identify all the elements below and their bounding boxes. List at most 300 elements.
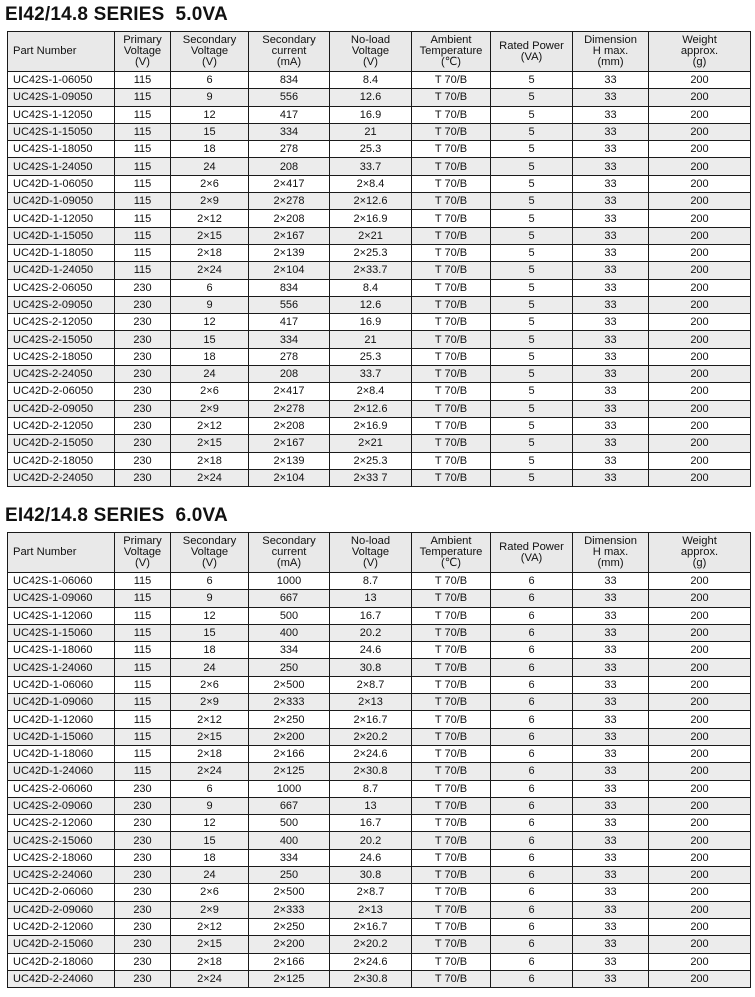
- cell-secondary-current: 500: [249, 815, 330, 832]
- table-row: [8, 141, 751, 158]
- cell-rated-power: 5: [491, 158, 573, 175]
- cell-secondary-voltage: 18: [171, 849, 249, 866]
- cell-rated-power: 5: [491, 227, 573, 244]
- spec-table: [7, 31, 751, 487]
- cell-primary-voltage: 230: [115, 918, 171, 935]
- cell-secondary-current: 417: [249, 314, 330, 331]
- cell-ambient-temperature: T 70/B: [412, 141, 491, 158]
- cell-rated-power: 5: [491, 417, 573, 434]
- cell-no-load-voltage: 13: [330, 590, 412, 607]
- cell-weight-approx: 200: [649, 89, 751, 106]
- cell-secondary-current: 1000: [249, 780, 330, 797]
- cell-no-load-voltage: 21: [330, 331, 412, 348]
- cell-part-number: UC42D-2-24050: [8, 469, 115, 486]
- cell-no-load-voltage: 2×16.9: [330, 210, 412, 227]
- cell-rated-power: 5: [491, 262, 573, 279]
- cell-dimension-h-max: 33: [573, 763, 649, 780]
- cell-part-number: UC42S-2-15050: [8, 331, 115, 348]
- cell-primary-voltage: 115: [115, 642, 171, 659]
- table-row: [8, 210, 751, 227]
- cell-dimension-h-max: 33: [573, 642, 649, 659]
- cell-weight-approx: 200: [649, 158, 751, 175]
- cell-weight-approx: 200: [649, 452, 751, 469]
- cell-part-number: UC42S-2-15060: [8, 832, 115, 849]
- table-row: [8, 106, 751, 123]
- cell-part-number: UC42D-2-12050: [8, 417, 115, 434]
- cell-secondary-current: 667: [249, 590, 330, 607]
- cell-rated-power: 6: [491, 745, 573, 762]
- cell-part-number: UC42D-2-24060: [8, 970, 115, 987]
- cell-part-number: UC42S-2-06050: [8, 279, 115, 296]
- column-header-primary-voltage: [115, 32, 171, 72]
- cell-primary-voltage: 230: [115, 884, 171, 901]
- series-title: EI42/14.8 SERIES 6.0VA: [5, 505, 228, 526]
- cell-part-number: UC42D-2-06060: [8, 884, 115, 901]
- cell-rated-power: 6: [491, 573, 573, 590]
- cell-part-number: UC42S-1-18050: [8, 141, 115, 158]
- cell-secondary-current: 2×139: [249, 452, 330, 469]
- cell-primary-voltage: 230: [115, 867, 171, 884]
- table-row: [8, 158, 751, 175]
- cell-secondary-current: 334: [249, 123, 330, 140]
- cell-secondary-current: 2×200: [249, 936, 330, 953]
- cell-secondary-voltage: 2×9: [171, 694, 249, 711]
- header-line: No-load: [350, 34, 391, 46]
- table-row: [8, 296, 751, 313]
- cell-secondary-current: 2×278: [249, 400, 330, 417]
- cell-ambient-temperature: T 70/B: [412, 348, 491, 365]
- cell-secondary-voltage: 2×15: [171, 435, 249, 452]
- cell-secondary-current: 278: [249, 348, 330, 365]
- cell-part-number: UC42S-1-09060: [8, 590, 115, 607]
- header-line: Secondary: [182, 34, 237, 46]
- cell-weight-approx: 200: [649, 417, 751, 434]
- table-row: [8, 970, 751, 987]
- cell-secondary-current: 250: [249, 659, 330, 676]
- cell-secondary-voltage: 2×15: [171, 227, 249, 244]
- cell-rated-power: 6: [491, 867, 573, 884]
- cell-dimension-h-max: 33: [573, 331, 649, 348]
- header-line: H max.: [592, 546, 629, 558]
- cell-no-load-voltage: 13: [330, 797, 412, 814]
- column-header-secondary-current: [249, 533, 330, 573]
- cell-primary-voltage: 115: [115, 763, 171, 780]
- cell-secondary-voltage: 24: [171, 366, 249, 383]
- cell-no-load-voltage: 24.6: [330, 642, 412, 659]
- cell-primary-voltage: 115: [115, 711, 171, 728]
- cell-no-load-voltage: 2×16.7: [330, 711, 412, 728]
- cell-ambient-temperature: T 70/B: [412, 573, 491, 590]
- cell-ambient-temperature: T 70/B: [412, 175, 491, 192]
- table-row: [8, 348, 751, 365]
- cell-weight-approx: 200: [649, 953, 751, 970]
- column-header-ambient-temperature: [412, 32, 491, 72]
- cell-dimension-h-max: 33: [573, 193, 649, 210]
- cell-secondary-current: 208: [249, 366, 330, 383]
- cell-no-load-voltage: 2×30.8: [330, 763, 412, 780]
- cell-ambient-temperature: T 70/B: [412, 366, 491, 383]
- cell-secondary-current: 278: [249, 141, 330, 158]
- cell-dimension-h-max: 33: [573, 745, 649, 762]
- cell-ambient-temperature: T 70/B: [412, 642, 491, 659]
- cell-no-load-voltage: 2×20.2: [330, 728, 412, 745]
- cell-secondary-current: 2×208: [249, 210, 330, 227]
- header-line: Rated Power: [499, 540, 564, 553]
- cell-no-load-voltage: 20.2: [330, 832, 412, 849]
- cell-primary-voltage: 230: [115, 452, 171, 469]
- cell-primary-voltage: 115: [115, 607, 171, 624]
- cell-primary-voltage: 115: [115, 694, 171, 711]
- cell-primary-voltage: 230: [115, 970, 171, 987]
- cell-rated-power: 5: [491, 72, 573, 89]
- table-row: [8, 573, 751, 590]
- cell-secondary-current: 2×166: [249, 745, 330, 762]
- cell-part-number: UC42D-2-18060: [8, 953, 115, 970]
- cell-no-load-voltage: 12.6: [330, 89, 412, 106]
- series-section-5va: [0, 0, 755, 487]
- cell-rated-power: 6: [491, 797, 573, 814]
- table-row: [8, 763, 751, 780]
- cell-weight-approx: 200: [649, 400, 751, 417]
- cell-secondary-voltage: 24: [171, 659, 249, 676]
- cell-rated-power: 6: [491, 676, 573, 693]
- cell-ambient-temperature: T 70/B: [412, 158, 491, 175]
- cell-weight-approx: 200: [649, 884, 751, 901]
- cell-primary-voltage: 230: [115, 832, 171, 849]
- cell-dimension-h-max: 33: [573, 435, 649, 452]
- cell-secondary-current: 334: [249, 331, 330, 348]
- cell-ambient-temperature: T 70/B: [412, 694, 491, 711]
- cell-ambient-temperature: T 70/B: [412, 314, 491, 331]
- cell-secondary-current: 2×250: [249, 918, 330, 935]
- header-line: No-load: [350, 535, 391, 547]
- cell-dimension-h-max: 33: [573, 607, 649, 624]
- header-line: approx.: [680, 45, 719, 57]
- cell-secondary-voltage: 6: [171, 780, 249, 797]
- cell-rated-power: 5: [491, 106, 573, 123]
- cell-rated-power: 5: [491, 175, 573, 192]
- cell-secondary-voltage: 15: [171, 331, 249, 348]
- cell-secondary-current: 334: [249, 642, 330, 659]
- cell-part-number: UC42S-1-12060: [8, 607, 115, 624]
- cell-primary-voltage: 115: [115, 590, 171, 607]
- cell-part-number: UC42S-1-12050: [8, 106, 115, 123]
- table-row: [8, 314, 751, 331]
- cell-secondary-voltage: 2×24: [171, 469, 249, 486]
- cell-rated-power: 6: [491, 624, 573, 641]
- cell-weight-approx: 200: [649, 659, 751, 676]
- table-row: [8, 849, 751, 866]
- cell-ambient-temperature: T 70/B: [412, 72, 491, 89]
- header-row: [8, 32, 751, 72]
- cell-ambient-temperature: T 70/B: [412, 106, 491, 123]
- cell-dimension-h-max: 33: [573, 867, 649, 884]
- header-line: (g): [692, 557, 707, 569]
- header-line: (VA): [520, 50, 543, 63]
- table-row: [8, 383, 751, 400]
- cell-primary-voltage: 230: [115, 469, 171, 486]
- cell-dimension-h-max: 33: [573, 469, 649, 486]
- table-row: [8, 244, 751, 261]
- cell-rated-power: 6: [491, 780, 573, 797]
- cell-weight-approx: 200: [649, 106, 751, 123]
- cell-dimension-h-max: 33: [573, 89, 649, 106]
- cell-rated-power: 5: [491, 435, 573, 452]
- cell-no-load-voltage: 2×16.7: [330, 918, 412, 935]
- cell-part-number: UC42D-1-09060: [8, 694, 115, 711]
- cell-secondary-current: 1000: [249, 573, 330, 590]
- cell-no-load-voltage: 16.9: [330, 106, 412, 123]
- cell-weight-approx: 200: [649, 141, 751, 158]
- series-title: EI42/14.8 SERIES 5.0VA: [5, 4, 228, 25]
- cell-secondary-voltage: 2×24: [171, 763, 249, 780]
- cell-ambient-temperature: T 70/B: [412, 936, 491, 953]
- cell-part-number: UC42D-1-06050: [8, 175, 115, 192]
- table-row: [8, 780, 751, 797]
- header-line: (℃): [440, 557, 461, 569]
- cell-primary-voltage: 230: [115, 901, 171, 918]
- cell-rated-power: 5: [491, 469, 573, 486]
- cell-dimension-h-max: 33: [573, 590, 649, 607]
- table-row: [8, 832, 751, 849]
- header-line: Voltage: [190, 546, 229, 558]
- table-row: [8, 624, 751, 641]
- table-row: [8, 331, 751, 348]
- cell-secondary-current: 556: [249, 89, 330, 106]
- cell-part-number: UC42S-1-15060: [8, 624, 115, 641]
- cell-primary-voltage: 230: [115, 296, 171, 313]
- cell-secondary-voltage: 12: [171, 314, 249, 331]
- cell-secondary-voltage: 2×12: [171, 711, 249, 728]
- table-row: [8, 400, 751, 417]
- cell-secondary-current: 2×500: [249, 884, 330, 901]
- cell-no-load-voltage: 2×25.3: [330, 452, 412, 469]
- column-header-part-number: [8, 32, 115, 72]
- cell-part-number: UC42D-2-06050: [8, 383, 115, 400]
- cell-ambient-temperature: T 70/B: [412, 262, 491, 279]
- cell-part-number: UC42S-2-24050: [8, 366, 115, 383]
- cell-secondary-current: 208: [249, 158, 330, 175]
- cell-secondary-voltage: 6: [171, 279, 249, 296]
- cell-ambient-temperature: T 70/B: [412, 452, 491, 469]
- header-line: Voltage: [123, 546, 162, 558]
- cell-primary-voltage: 230: [115, 348, 171, 365]
- header-line: Primary: [123, 34, 162, 46]
- cell-part-number: UC42D-1-24050: [8, 262, 115, 279]
- cell-weight-approx: 200: [649, 72, 751, 89]
- header-line: (mm): [597, 56, 624, 68]
- table-row: [8, 711, 751, 728]
- cell-ambient-temperature: T 70/B: [412, 331, 491, 348]
- cell-weight-approx: 200: [649, 815, 751, 832]
- header-line: Secondary: [262, 535, 316, 547]
- cell-weight-approx: 200: [649, 832, 751, 849]
- cell-primary-voltage: 115: [115, 659, 171, 676]
- cell-weight-approx: 200: [649, 314, 751, 331]
- cell-dimension-h-max: 33: [573, 262, 649, 279]
- header-line: Weight: [682, 535, 717, 547]
- cell-no-load-voltage: 25.3: [330, 141, 412, 158]
- cell-rated-power: 6: [491, 711, 573, 728]
- cell-weight-approx: 200: [649, 694, 751, 711]
- cell-secondary-current: 2×125: [249, 970, 330, 987]
- cell-dimension-h-max: 33: [573, 296, 649, 313]
- cell-part-number: UC42D-1-24060: [8, 763, 115, 780]
- cell-dimension-h-max: 33: [573, 711, 649, 728]
- cell-weight-approx: 200: [649, 348, 751, 365]
- cell-primary-voltage: 115: [115, 193, 171, 210]
- cell-secondary-current: 250: [249, 867, 330, 884]
- cell-weight-approx: 200: [649, 711, 751, 728]
- cell-part-number: UC42D-2-18050: [8, 452, 115, 469]
- cell-part-number: UC42S-2-18050: [8, 348, 115, 365]
- cell-primary-voltage: 230: [115, 953, 171, 970]
- table-row: [8, 193, 751, 210]
- cell-rated-power: 5: [491, 366, 573, 383]
- cell-rated-power: 5: [491, 452, 573, 469]
- cell-dimension-h-max: 33: [573, 106, 649, 123]
- header-line: Voltage: [351, 45, 390, 57]
- cell-part-number: UC42S-2-12050: [8, 314, 115, 331]
- cell-ambient-temperature: T 70/B: [412, 435, 491, 452]
- cell-ambient-temperature: T 70/B: [412, 400, 491, 417]
- cell-weight-approx: 200: [649, 383, 751, 400]
- cell-secondary-voltage: 2×12: [171, 417, 249, 434]
- cell-secondary-current: 2×333: [249, 901, 330, 918]
- cell-part-number: UC42D-1-12050: [8, 210, 115, 227]
- cell-primary-voltage: 115: [115, 676, 171, 693]
- cell-weight-approx: 200: [649, 936, 751, 953]
- cell-ambient-temperature: T 70/B: [412, 624, 491, 641]
- cell-no-load-voltage: 2×33 7: [330, 469, 412, 486]
- cell-secondary-current: 2×417: [249, 175, 330, 192]
- cell-dimension-h-max: 33: [573, 953, 649, 970]
- cell-part-number: UC42D-1-06060: [8, 676, 115, 693]
- cell-secondary-current: 834: [249, 72, 330, 89]
- cell-rated-power: 5: [491, 123, 573, 140]
- cell-rated-power: 6: [491, 832, 573, 849]
- cell-secondary-current: 2×104: [249, 262, 330, 279]
- table-row: [8, 918, 751, 935]
- cell-ambient-temperature: T 70/B: [412, 867, 491, 884]
- cell-secondary-voltage: 18: [171, 642, 249, 659]
- cell-no-load-voltage: 2×21: [330, 435, 412, 452]
- cell-no-load-voltage: 24.6: [330, 849, 412, 866]
- cell-ambient-temperature: T 70/B: [412, 590, 491, 607]
- cell-secondary-voltage: 2×9: [171, 901, 249, 918]
- cell-secondary-current: 2×278: [249, 193, 330, 210]
- cell-secondary-voltage: 12: [171, 607, 249, 624]
- cell-part-number: UC42D-2-09050: [8, 400, 115, 417]
- cell-no-load-voltage: 20.2: [330, 624, 412, 641]
- cell-no-load-voltage: 16.7: [330, 815, 412, 832]
- cell-dimension-h-max: 33: [573, 141, 649, 158]
- cell-rated-power: 5: [491, 331, 573, 348]
- cell-weight-approx: 200: [649, 296, 751, 313]
- column-header-dimension-h-max: [573, 32, 649, 72]
- cell-secondary-voltage: 9: [171, 89, 249, 106]
- cell-no-load-voltage: 33.7: [330, 366, 412, 383]
- cell-ambient-temperature: T 70/B: [412, 676, 491, 693]
- cell-primary-voltage: 115: [115, 89, 171, 106]
- cell-ambient-temperature: T 70/B: [412, 884, 491, 901]
- cell-dimension-h-max: 33: [573, 573, 649, 590]
- cell-weight-approx: 200: [649, 763, 751, 780]
- cell-secondary-voltage: 2×18: [171, 244, 249, 261]
- cell-dimension-h-max: 33: [573, 175, 649, 192]
- header-row: [8, 533, 751, 573]
- header-line: current: [271, 45, 307, 57]
- cell-no-load-voltage: 21: [330, 123, 412, 140]
- cell-ambient-temperature: T 70/B: [412, 469, 491, 486]
- cell-secondary-current: 400: [249, 832, 330, 849]
- cell-dimension-h-max: 33: [573, 366, 649, 383]
- header-line: (V): [135, 56, 150, 68]
- table-body: [8, 573, 751, 988]
- table-row: [8, 642, 751, 659]
- cell-rated-power: 6: [491, 901, 573, 918]
- cell-secondary-voltage: 24: [171, 867, 249, 884]
- cell-primary-voltage: 230: [115, 936, 171, 953]
- cell-secondary-current: 2×208: [249, 417, 330, 434]
- cell-dimension-h-max: 33: [573, 123, 649, 140]
- cell-ambient-temperature: T 70/B: [412, 728, 491, 745]
- cell-weight-approx: 200: [649, 607, 751, 624]
- cell-weight-approx: 200: [649, 123, 751, 140]
- column-header-weight-approx: [649, 533, 751, 573]
- cell-ambient-temperature: T 70/B: [412, 901, 491, 918]
- table-row: [8, 175, 751, 192]
- cell-secondary-current: 2×417: [249, 383, 330, 400]
- cell-ambient-temperature: T 70/B: [412, 193, 491, 210]
- header-line: Primary: [123, 535, 162, 547]
- column-header-rated-power: [491, 533, 573, 573]
- cell-primary-voltage: 230: [115, 435, 171, 452]
- cell-dimension-h-max: 33: [573, 918, 649, 935]
- cell-weight-approx: 200: [649, 573, 751, 590]
- cell-secondary-voltage: 6: [171, 573, 249, 590]
- cell-weight-approx: 200: [649, 227, 751, 244]
- header-line: (V): [202, 557, 217, 569]
- cell-dimension-h-max: 33: [573, 400, 649, 417]
- cell-primary-voltage: 115: [115, 745, 171, 762]
- cell-no-load-voltage: 16.9: [330, 314, 412, 331]
- cell-rated-power: 5: [491, 314, 573, 331]
- table-row: [8, 797, 751, 814]
- table-row: [8, 123, 751, 140]
- table-row: [8, 936, 751, 953]
- cell-rated-power: 6: [491, 590, 573, 607]
- cell-rated-power: 5: [491, 193, 573, 210]
- table-row: [8, 366, 751, 383]
- cell-no-load-voltage: 16.7: [330, 607, 412, 624]
- cell-secondary-voltage: 2×6: [171, 175, 249, 192]
- cell-part-number: UC42D-1-18050: [8, 244, 115, 261]
- cell-rated-power: 6: [491, 659, 573, 676]
- table-row: [8, 884, 751, 901]
- cell-weight-approx: 200: [649, 210, 751, 227]
- cell-ambient-temperature: T 70/B: [412, 815, 491, 832]
- cell-rated-power: 6: [491, 815, 573, 832]
- cell-primary-voltage: 230: [115, 331, 171, 348]
- cell-dimension-h-max: 33: [573, 815, 649, 832]
- cell-no-load-voltage: 25.3: [330, 348, 412, 365]
- cell-secondary-voltage: 9: [171, 296, 249, 313]
- cell-part-number: UC42S-1-06050: [8, 72, 115, 89]
- cell-primary-voltage: 115: [115, 72, 171, 89]
- header-line: Secondary: [182, 535, 237, 547]
- cell-part-number: UC42S-2-24060: [8, 867, 115, 884]
